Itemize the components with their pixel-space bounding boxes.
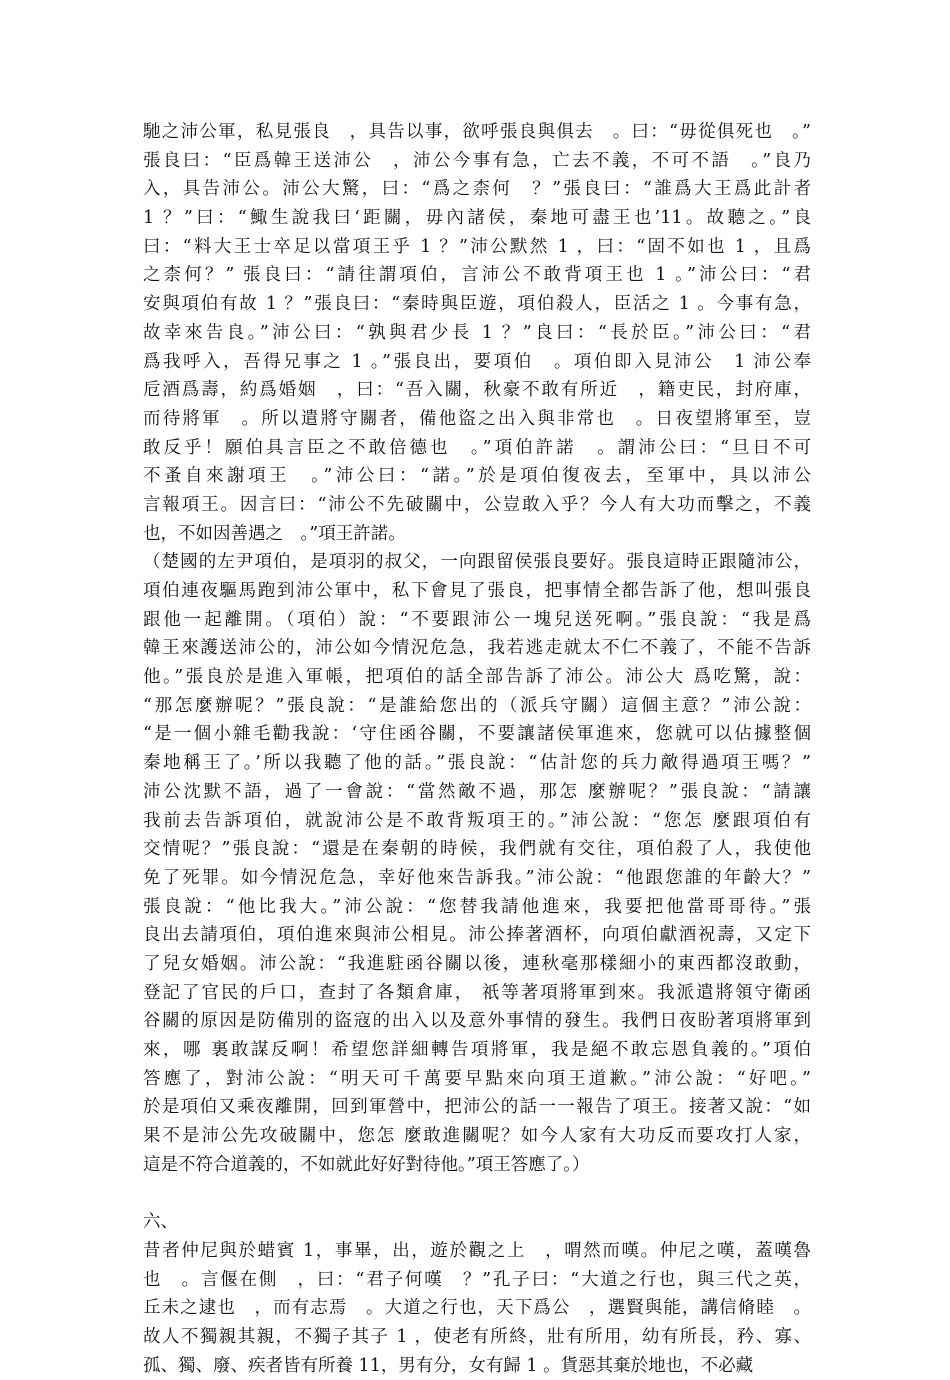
- translation-text-line: 了兒女婚姻。沛公說：“我進駐函谷關以後，連秋毫那樣細小的東西都沒敢動，: [143, 953, 811, 974]
- translation-text-line: 答應了，對沛公說：“明天可千萬要早點來向項王道歉。”沛公說：“好吧。”: [143, 1068, 811, 1089]
- translation-text-line: 來，哪 裏敢謀反啊！希望您詳細轉告項將軍，我是絕不敢忘恩負義的。”項伯: [143, 1040, 811, 1060]
- original-text-line: 言報項王。因言曰：“沛公不先破關中，公豈敢入乎？今人有大功而擊之，不義: [143, 494, 811, 515]
- original-text-line: 之柰何？” 張良曰：“請往謂項伯，言沛公不敢背項王也 1 。”沛公曰：“君: [143, 265, 811, 286]
- classical-text-passage: [143, 118, 811, 548]
- translation-text-line: 沛公沈默不語，過了一會說：“當然敵不過，那怎 麼辦呢？”張良說：“請讓: [143, 781, 811, 802]
- section-six-text-line: 孤、獨、廢、疾者皆有所養 11，男有分，女有歸 1 。貨惡其棄於地也，不必藏: [143, 1355, 754, 1376]
- translation-text-line: 於是項伯又乘夜離開，回到軍營中，把沛公的話一一報告了項王。接著又說：“如: [143, 1097, 811, 1118]
- original-text-line: 不蚤自來謝項王 。”沛公曰：“諾。”於是項伯復夜去，至軍中，具以沛公: [143, 466, 811, 487]
- section-six-text-line: 也 。言偃在側 ，曰：“君子何嘆 ？”孔子曰：“大道之行也，與三代之英，: [143, 1269, 811, 1290]
- translation-text-line: 谷關的原因是防備別的盜寇的出入以及意外事情的發生。我們日夜盼著項將軍到: [143, 1011, 811, 1032]
- section-six-passage: [143, 1237, 811, 1380]
- translation-text-line: 項伯連夜驅馬跑到沛公軍中，私下會見了張良，把事情全都告訴了他，想叫張良: [143, 581, 811, 601]
- translation-text-line: 這是不符合道義的，不如就此好好對待他。”項王答應了。）: [143, 1154, 590, 1175]
- original-text-line: 卮酒爲壽，約爲婚姻 ，曰：“吾入關，秋豪不敢有所近 ，籍吏民，封府庫，: [143, 380, 811, 401]
- original-text-line: 馳之沛公軍，私見張良 ，具告以事，欲呼張良與俱去 。曰：“毋從俱死也 。”: [143, 122, 811, 142]
- translation-text-line: “那怎麼辦呢？”張良說：“是誰給您出的（派兵守關）這個主意？”沛公說：: [143, 695, 811, 716]
- translation-text-line: 秦地稱王了。’所以我聽了他的話。”張良說：“估計您的兵力敵得過項王嗎？”: [143, 753, 811, 774]
- paragraph-gap: [143, 1179, 811, 1208]
- section-heading: 六、: [143, 1212, 178, 1233]
- translation-text-line: 他。”張良於是進入軍帳，把項伯的話全部告訴了沛公。沛公大 爲吃驚，說：: [143, 667, 811, 688]
- original-text-line: 也，不如因善遇之 。”項王許諾。: [143, 523, 406, 544]
- section-six-text-line: 故人不獨親其親，不獨子其子 1 ，使老有所終，壯有所用，幼有所長，矜、寡、: [143, 1326, 811, 1347]
- translation-text-line: 免了死罪。如今情況危急，幸好他來告訴我。”沛公說：“他跟您誰的年齡大？”: [143, 867, 811, 888]
- original-text-line: 敢反乎！願伯具言臣之不敢倍德也 。”項伯許諾 。謂沛公曰：“旦日不可: [143, 437, 811, 458]
- section-six-text-line: 昔者仲尼與於蜡賓 1，事畢，出，遊於觀之上 ，喟然而嘆。仲尼之嘆，蓋嘆魯: [143, 1240, 811, 1261]
- section-six-text-line: 丘未之逮也 ，而有志焉 。大道之行也，天下爲公 ，選賢與能，講信脩睦 。: [143, 1298, 811, 1319]
- translation-text-line: 良出去請項伯，項伯進來與沛公相見。沛公捧著酒杯，向項伯獻酒祝壽，又定下: [143, 925, 811, 946]
- original-text-line: 張良曰：“臣爲韓王送沛公 ，沛公今事有急，亡去不義，不可不語 。”良乃: [143, 150, 811, 171]
- original-text-line: 1 ？”曰：“鯫生說我曰‘距關，毋內諸侯，秦地可盡王也’11。故聽之。”良: [143, 208, 811, 229]
- translation-text-line: 張良說：“他比我大。”沛公說：“您替我請他進來，我要把他當哥哥待。”張: [143, 896, 811, 917]
- translation-text-line: 交情呢？”張良說：“還是在秦朝的時候，我們就有交往，項伯殺了人，我使他: [143, 839, 811, 860]
- translation-text-line: （楚國的左尹項伯，是項羽的叔父，一向跟留侯張良要好。張良這時正跟隨沛公，: [143, 552, 811, 573]
- translation-text-line: 跟他一起離開。（項伯）說：“不要跟沛公一塊兒送死啊。”張良說：“我是爲: [143, 609, 811, 630]
- original-text-line: 安與項伯有故 1 ？”張良曰：“秦時與臣遊，項伯殺人，臣活之 1 。今事有急，: [143, 294, 811, 315]
- translation-passage: [143, 548, 811, 1179]
- translation-text-line: 登記了官民的戶口，查封了各類倉庫， 祇等著項將軍到來。我派遣將領守衛函: [143, 982, 811, 1003]
- original-text-line: 而待將軍 。所以遣將守關者，備他盜之出入與非常也 。日夜望將軍至，豈: [143, 408, 811, 429]
- original-text-line: 爲我呼入，吾得兄事之 1 。”張良出，要項伯 。項伯即入見沛公 1 沛公奉: [143, 351, 811, 372]
- original-text-line: 入，具告沛公。沛公大驚，曰：“爲之柰何 ？”張良曰：“誰爲大王爲此計者: [143, 179, 811, 200]
- document-page: [143, 118, 811, 1380]
- translation-text-line: 韓王來護送沛公的，沛公如今情況危急，我若逃走就太不仁不義了，不能不告訴: [143, 638, 811, 659]
- translation-text-line: 果不是沛公先攻破關中，您怎 麼敢進關呢？如今人家有大功反而要攻打人家，: [143, 1126, 811, 1147]
- original-text-line: 曰：“料大王士卒足以當項王乎 1 ？”沛公默然 1 ，曰：“固不如也 1 ，且爲: [143, 236, 811, 257]
- translation-text-line: 我前去告訴項伯，就說沛公是不敢背叛項王的。”沛公說：“您怎 麼跟項伯有: [143, 810, 811, 831]
- original-text-line: 故幸來告良。”沛公曰：“孰與君少長 1 ？”良曰：“長於臣。”沛公曰：“君: [143, 322, 811, 343]
- translation-text-line: “是一個小雜毛勸我說：‘守住函谷關，不要讓諸侯軍進來，您就可以佔據整個: [143, 724, 811, 745]
